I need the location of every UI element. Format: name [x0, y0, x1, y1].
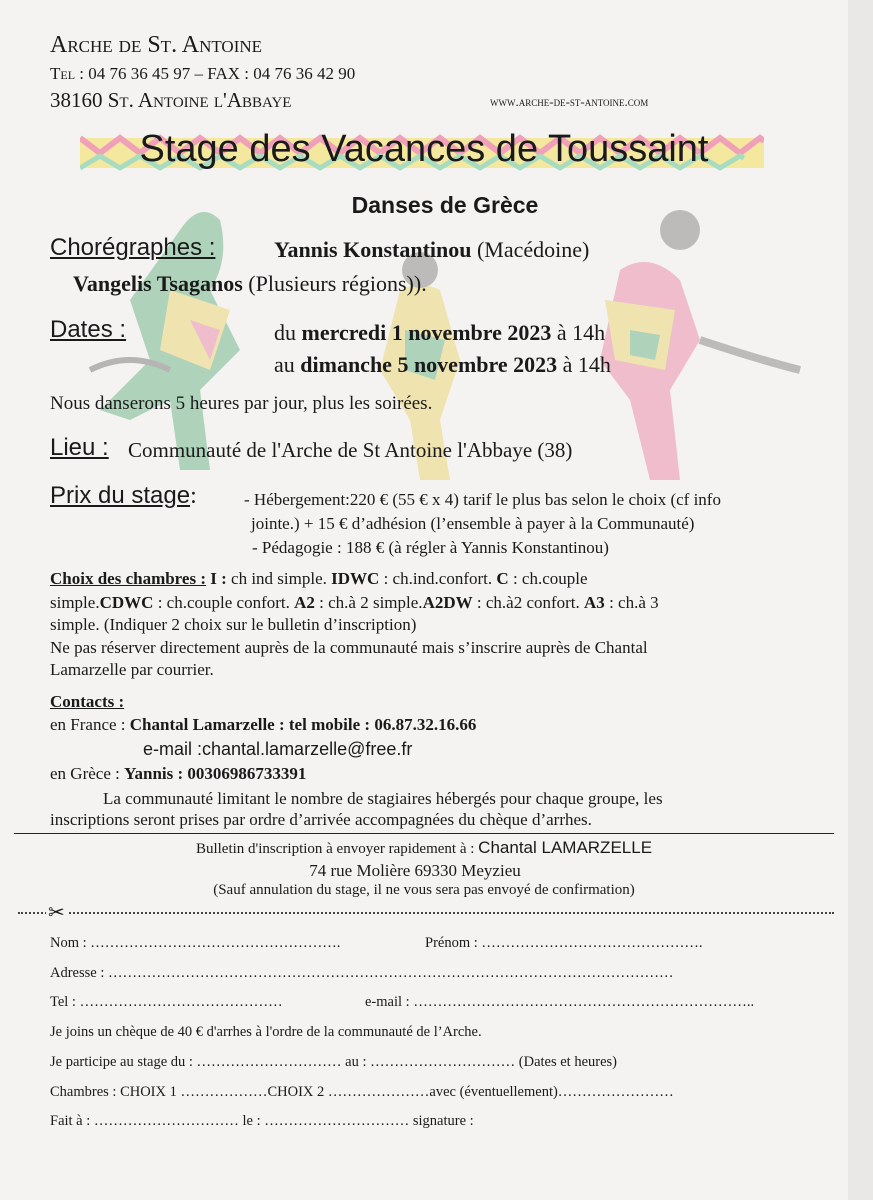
choreographer-1-region: (Macédoine): [476, 237, 590, 262]
rooms-line-3: simple. (Indiquer 2 choix sur le bulletin d’inscription): [50, 615, 417, 634]
notice-line-1: La communauté limitant le nombre de stagiaires hébergés pour chaque groupe, les: [103, 789, 663, 808]
bulletin-line-3: (Sauf annulation du stage, il ne vous sera pas envoyé de confirmation): [213, 882, 635, 898]
form-nom[interactable]: Nom : …………………………………………….: [50, 935, 341, 951]
form-adresse[interactable]: Adresse : ………………………………………………………………………………………………………: [50, 965, 674, 981]
price-line-1: - Hébergement:220 € (55 € x 4) tarif le plus bas selon le choix (cf info: [244, 490, 721, 509]
contact-greece-phone[interactable]: Yannis : 00306986733391: [124, 764, 307, 783]
contact-france: [50, 715, 476, 735]
price-label: Prix du stage: [50, 482, 191, 509]
form-cheque: Je joins un chèque de 40 € d'arrhes à l'ordre de la communauté de l’Arche.: [50, 1024, 482, 1040]
choreographer-2: [73, 271, 427, 297]
choreographer-2-name: Vangelis Tsaganos: [73, 271, 243, 296]
contact-email[interactable]: e-mail :chantal.lamarzelle@free.fr: [143, 739, 413, 759]
room-code-a2dw: A2DW: [422, 593, 473, 612]
place-label: Lieu :: [50, 434, 109, 461]
date-end: [274, 352, 611, 378]
phone-fax: Tel : 04 76 36 45 97 – FAX : 04 76 36 42 90: [50, 64, 356, 83]
room-desc: : ch.à2 confort.: [472, 593, 585, 612]
form-tel[interactable]: Tel : ……………………………………: [50, 994, 283, 1010]
website-link[interactable]: www.arche-de-st-antoine.com: [490, 94, 649, 109]
room-desc: : ch.à 2 simple.: [314, 593, 423, 612]
cut-line: [18, 912, 834, 914]
price-heading: [50, 482, 197, 510]
contact-france-label: en France :: [50, 715, 130, 734]
place-text: Communauté de l'Arche de St Antoine l'Abbaye (38): [128, 438, 573, 462]
room-code-i: I :: [210, 569, 227, 588]
date-end-pre: au: [274, 352, 295, 377]
contact-greece-label: en Grèce :: [50, 764, 125, 783]
rooms-line-2: [50, 593, 659, 613]
room-desc: : ch.à 3: [604, 593, 659, 612]
choreographer-2-region: (Plusieurs régions)).: [248, 271, 427, 296]
dancer-right: [600, 210, 800, 480]
room-code-idwc: IDWC: [331, 569, 380, 588]
room-desc: : ch.ind.confort.: [379, 569, 497, 588]
rooms-line-4: Ne pas réserver directement auprès de la communauté mais s’inscrire auprès de Chantal: [50, 638, 648, 657]
choreographers-label: Chorégraphes :: [50, 234, 216, 261]
bulletin-recipient: Chantal LAMARZELLE: [478, 838, 653, 857]
date-start-time: à 14h: [556, 320, 606, 345]
choreographer-1: [274, 237, 589, 263]
price-colon: :: [190, 483, 197, 509]
date-start-day: mercredi 1 novembre 2023: [301, 320, 552, 345]
form-fait[interactable]: Fait à : ………………………… le : ………………………… signature :: [50, 1113, 474, 1129]
date-end-time: à 14h: [562, 352, 611, 377]
room-code-a2: A2: [294, 593, 315, 612]
bulletin-instruction: Bulletin d'inscription à envoyer rapidement à :: [195, 841, 479, 857]
page-edge: [848, 0, 873, 1200]
bulletin-line-1: [0, 838, 848, 858]
form-prenom[interactable]: Prénom : ……………………………………….: [425, 935, 703, 951]
price-line-3: - Pédagogie : 188 € (à régler à Yannis Konstantinou): [252, 538, 609, 557]
room-desc: : ch.couple confort.: [153, 593, 295, 612]
address: 38160 St. Antoine l'Abbaye: [50, 88, 292, 112]
price-line-2: jointe.) + 15 € d’adhésion (l’ensemble à payer à la Communauté): [251, 514, 695, 533]
separator-line: [14, 833, 834, 834]
date-start: [274, 320, 605, 346]
form-email[interactable]: e-mail : ……………………………………………………………..: [365, 994, 755, 1010]
room-code-c: C: [496, 569, 509, 588]
notice-line-2: inscriptions seront prises par ordre d’arrivée accompagnées du chèque d’arrhes.: [50, 810, 592, 829]
choreographer-1-name: Yannis Konstantinou: [274, 237, 472, 262]
form-participe[interactable]: Je participe au stage du : ………………………… au : ………………………… (Dates et heures): [50, 1054, 618, 1070]
rooms-line-5: Lamarzelle par courrier.: [50, 660, 214, 679]
subtitle: Danses de Grèce: [351, 192, 539, 218]
scissors-icon: ✂: [48, 902, 65, 924]
bulletin-line-2: 74 rue Molière 69330 Meyzieu: [309, 861, 521, 880]
hours-note: Nous danserons 5 heures par jour, plus les soirées.: [50, 393, 433, 414]
room-desc: : ch.couple: [508, 569, 588, 588]
form-chambres[interactable]: Chambres : CHOIX 1 ………………CHOIX 2 …………………avec (éventuellement)……………………: [50, 1084, 674, 1100]
contact-greece: [50, 764, 306, 784]
room-desc: ch ind simple.: [226, 569, 332, 588]
org-name: Arche de St. Antoine: [50, 32, 263, 58]
contacts-label: Contacts :: [50, 692, 125, 711]
room-code-a3: A3: [584, 593, 605, 612]
room-code-cdwc: CDWC: [99, 593, 154, 612]
page-title: Stage des Vacances de Toussaint: [139, 128, 709, 170]
contact-france-phone[interactable]: Chantal Lamarzelle : tel mobile : 06.87.32.16.66: [129, 715, 477, 734]
date-end-day: dimanche 5 novembre 2023: [300, 352, 558, 377]
rooms-label: Choix des chambres :: [50, 569, 206, 588]
rooms-line-1: [50, 569, 588, 589]
room-desc: simple.: [50, 593, 100, 612]
dates-label: Dates :: [50, 316, 127, 343]
date-start-pre: du: [274, 320, 296, 345]
